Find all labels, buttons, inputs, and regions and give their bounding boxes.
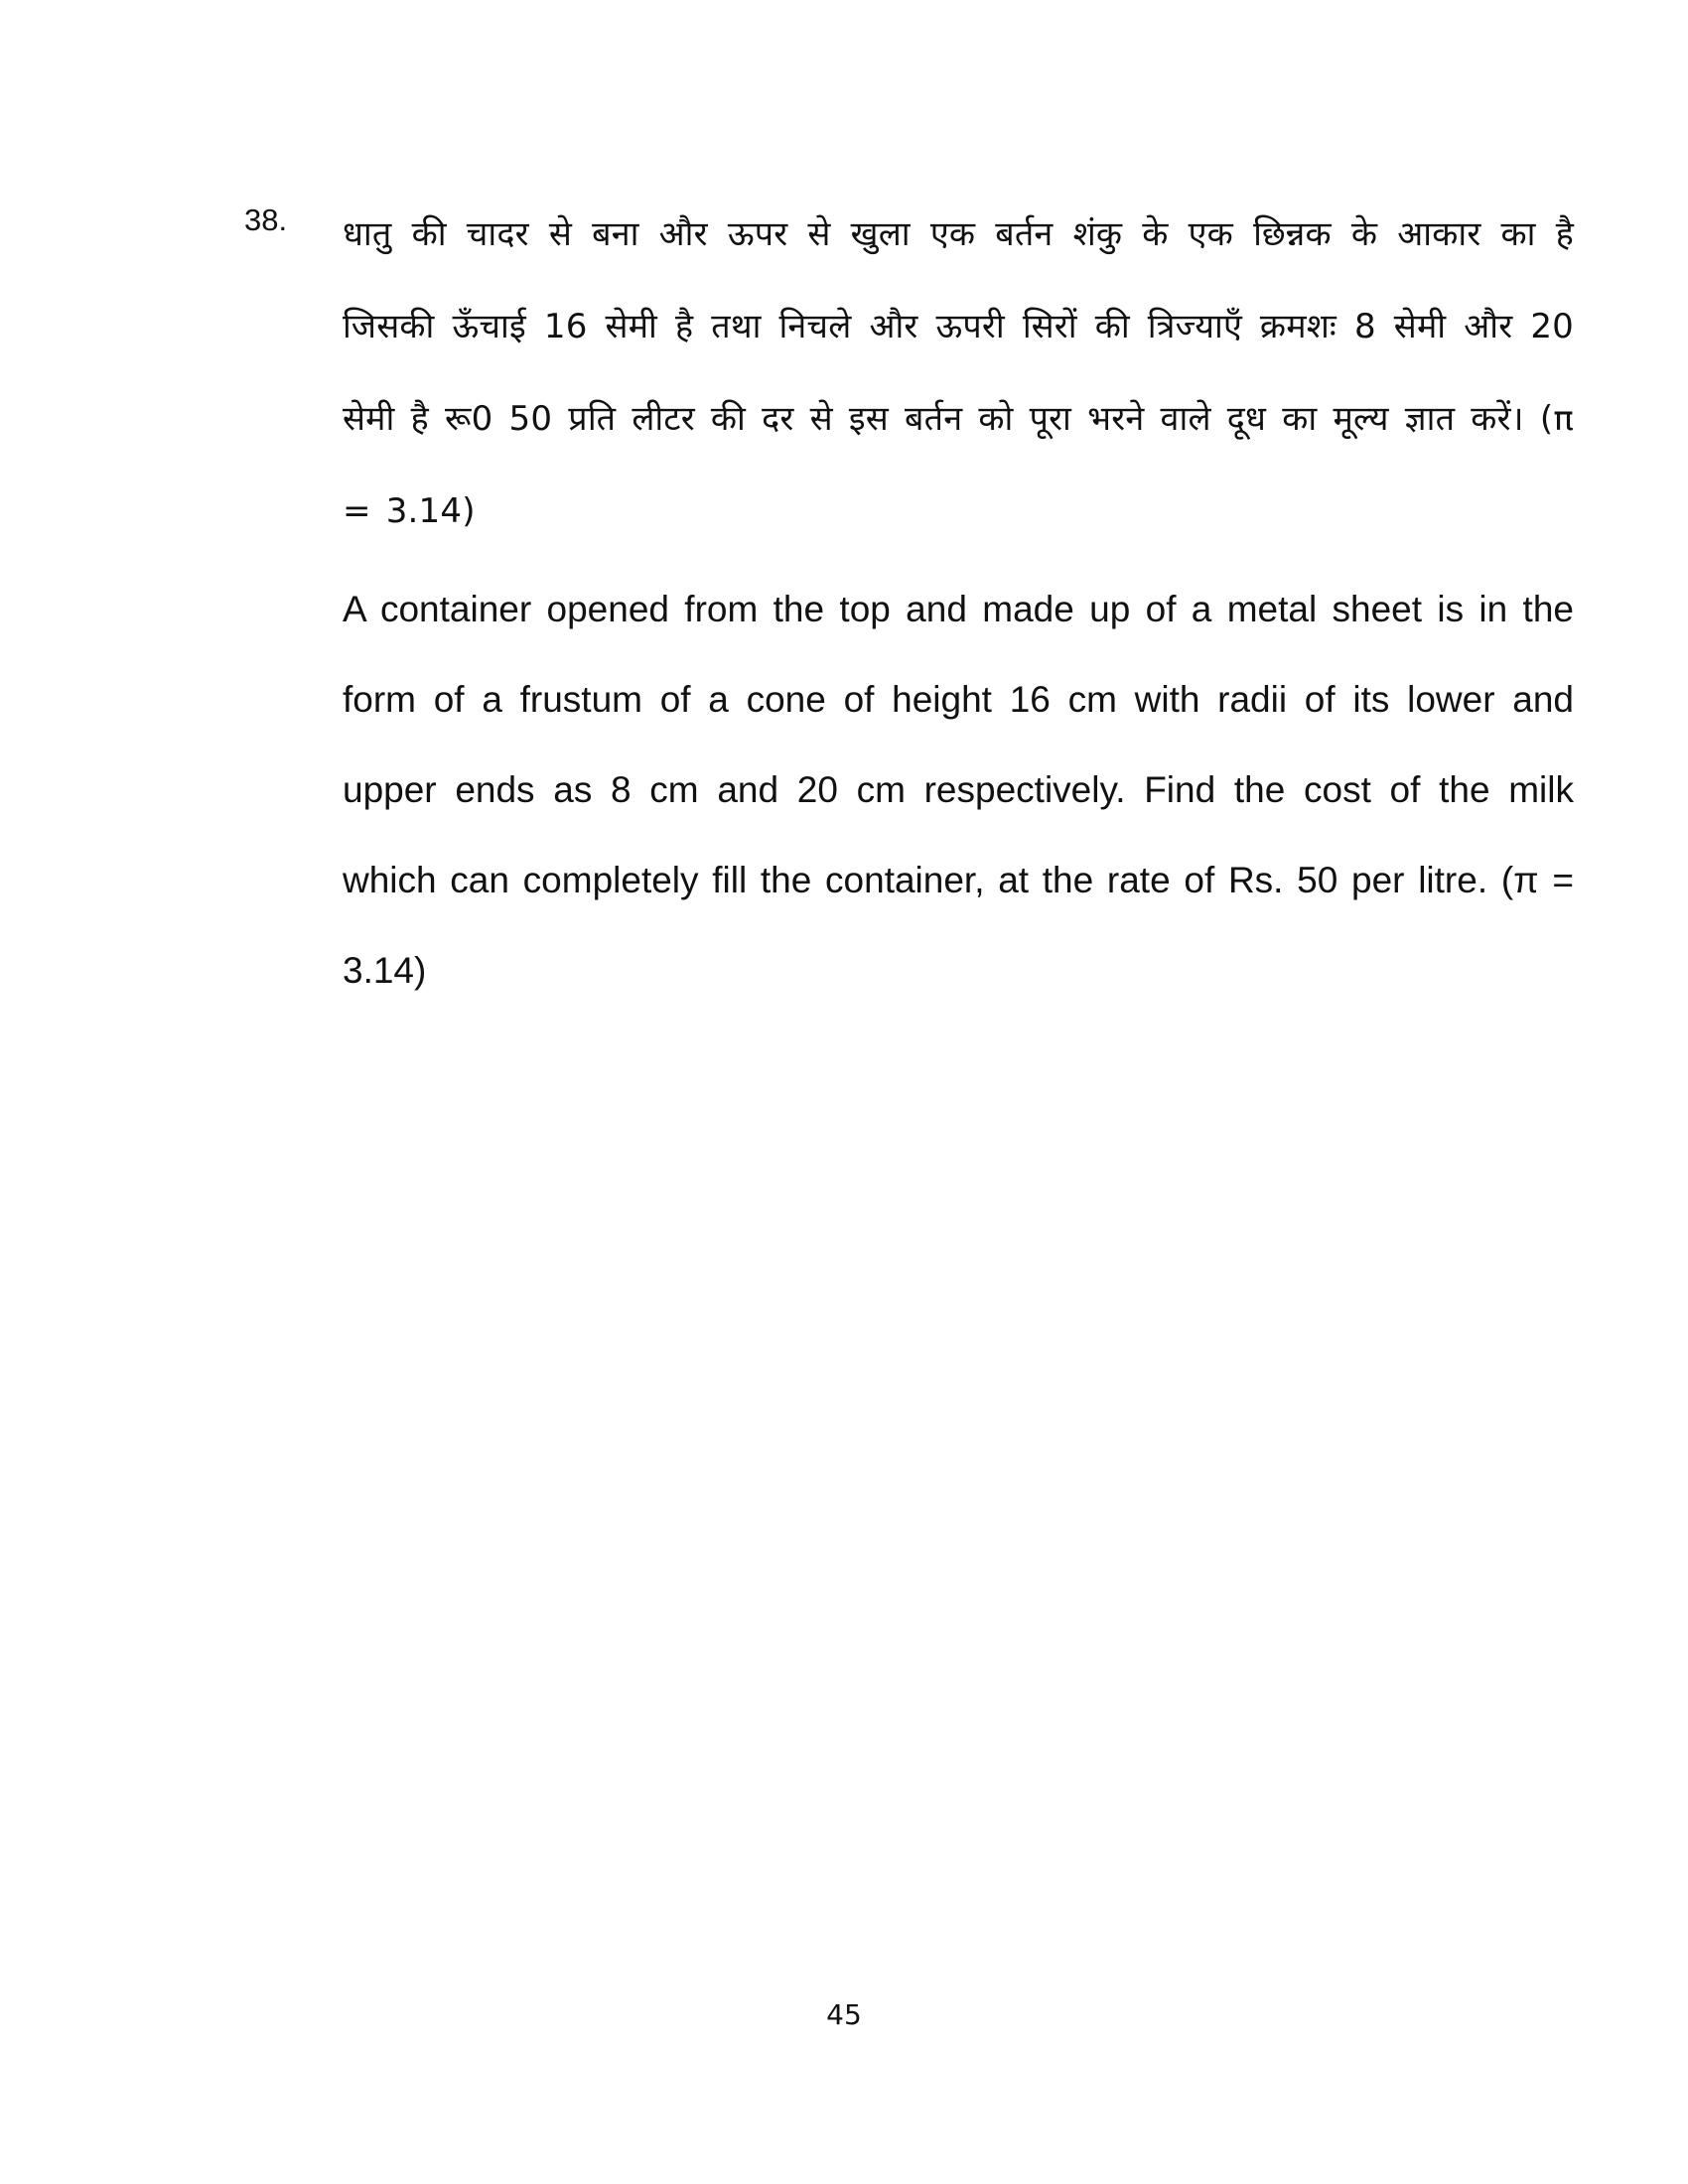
question-text-hindi: धातु की चादर से बना और ऊपर से खुला एक बर्तन शंकु के एक छिन्नक के आकार का है जिसकी ऊँचाई 16 सेमी है तथा निचले और ऊपरी सिरों की त्रिज्याएँ क्रमशः 8 सेमी और 20 सेमी है रू0 50 प्रति लीटर की दर से इस बर्तन को पूरा भरने वाले दूध का मूल्य ज्ञात करें। (π = 3.14) <box>343 214 1574 531</box>
question-text-english: A container opened from the top and made up of a metal sheet is in the form of a frustum of a cone of height 16 cm with radii of its lower and upper ends as 8 cm and 20 cm respectively. Find the cost of the milk which can completely fill the container, at the rate of Rs. 50 per litre. (π = 3.14) <box>343 589 1574 991</box>
question-body <box>343 189 1574 1016</box>
question-number: 38. <box>244 203 288 237</box>
page-number: 45 <box>826 1998 862 2031</box>
